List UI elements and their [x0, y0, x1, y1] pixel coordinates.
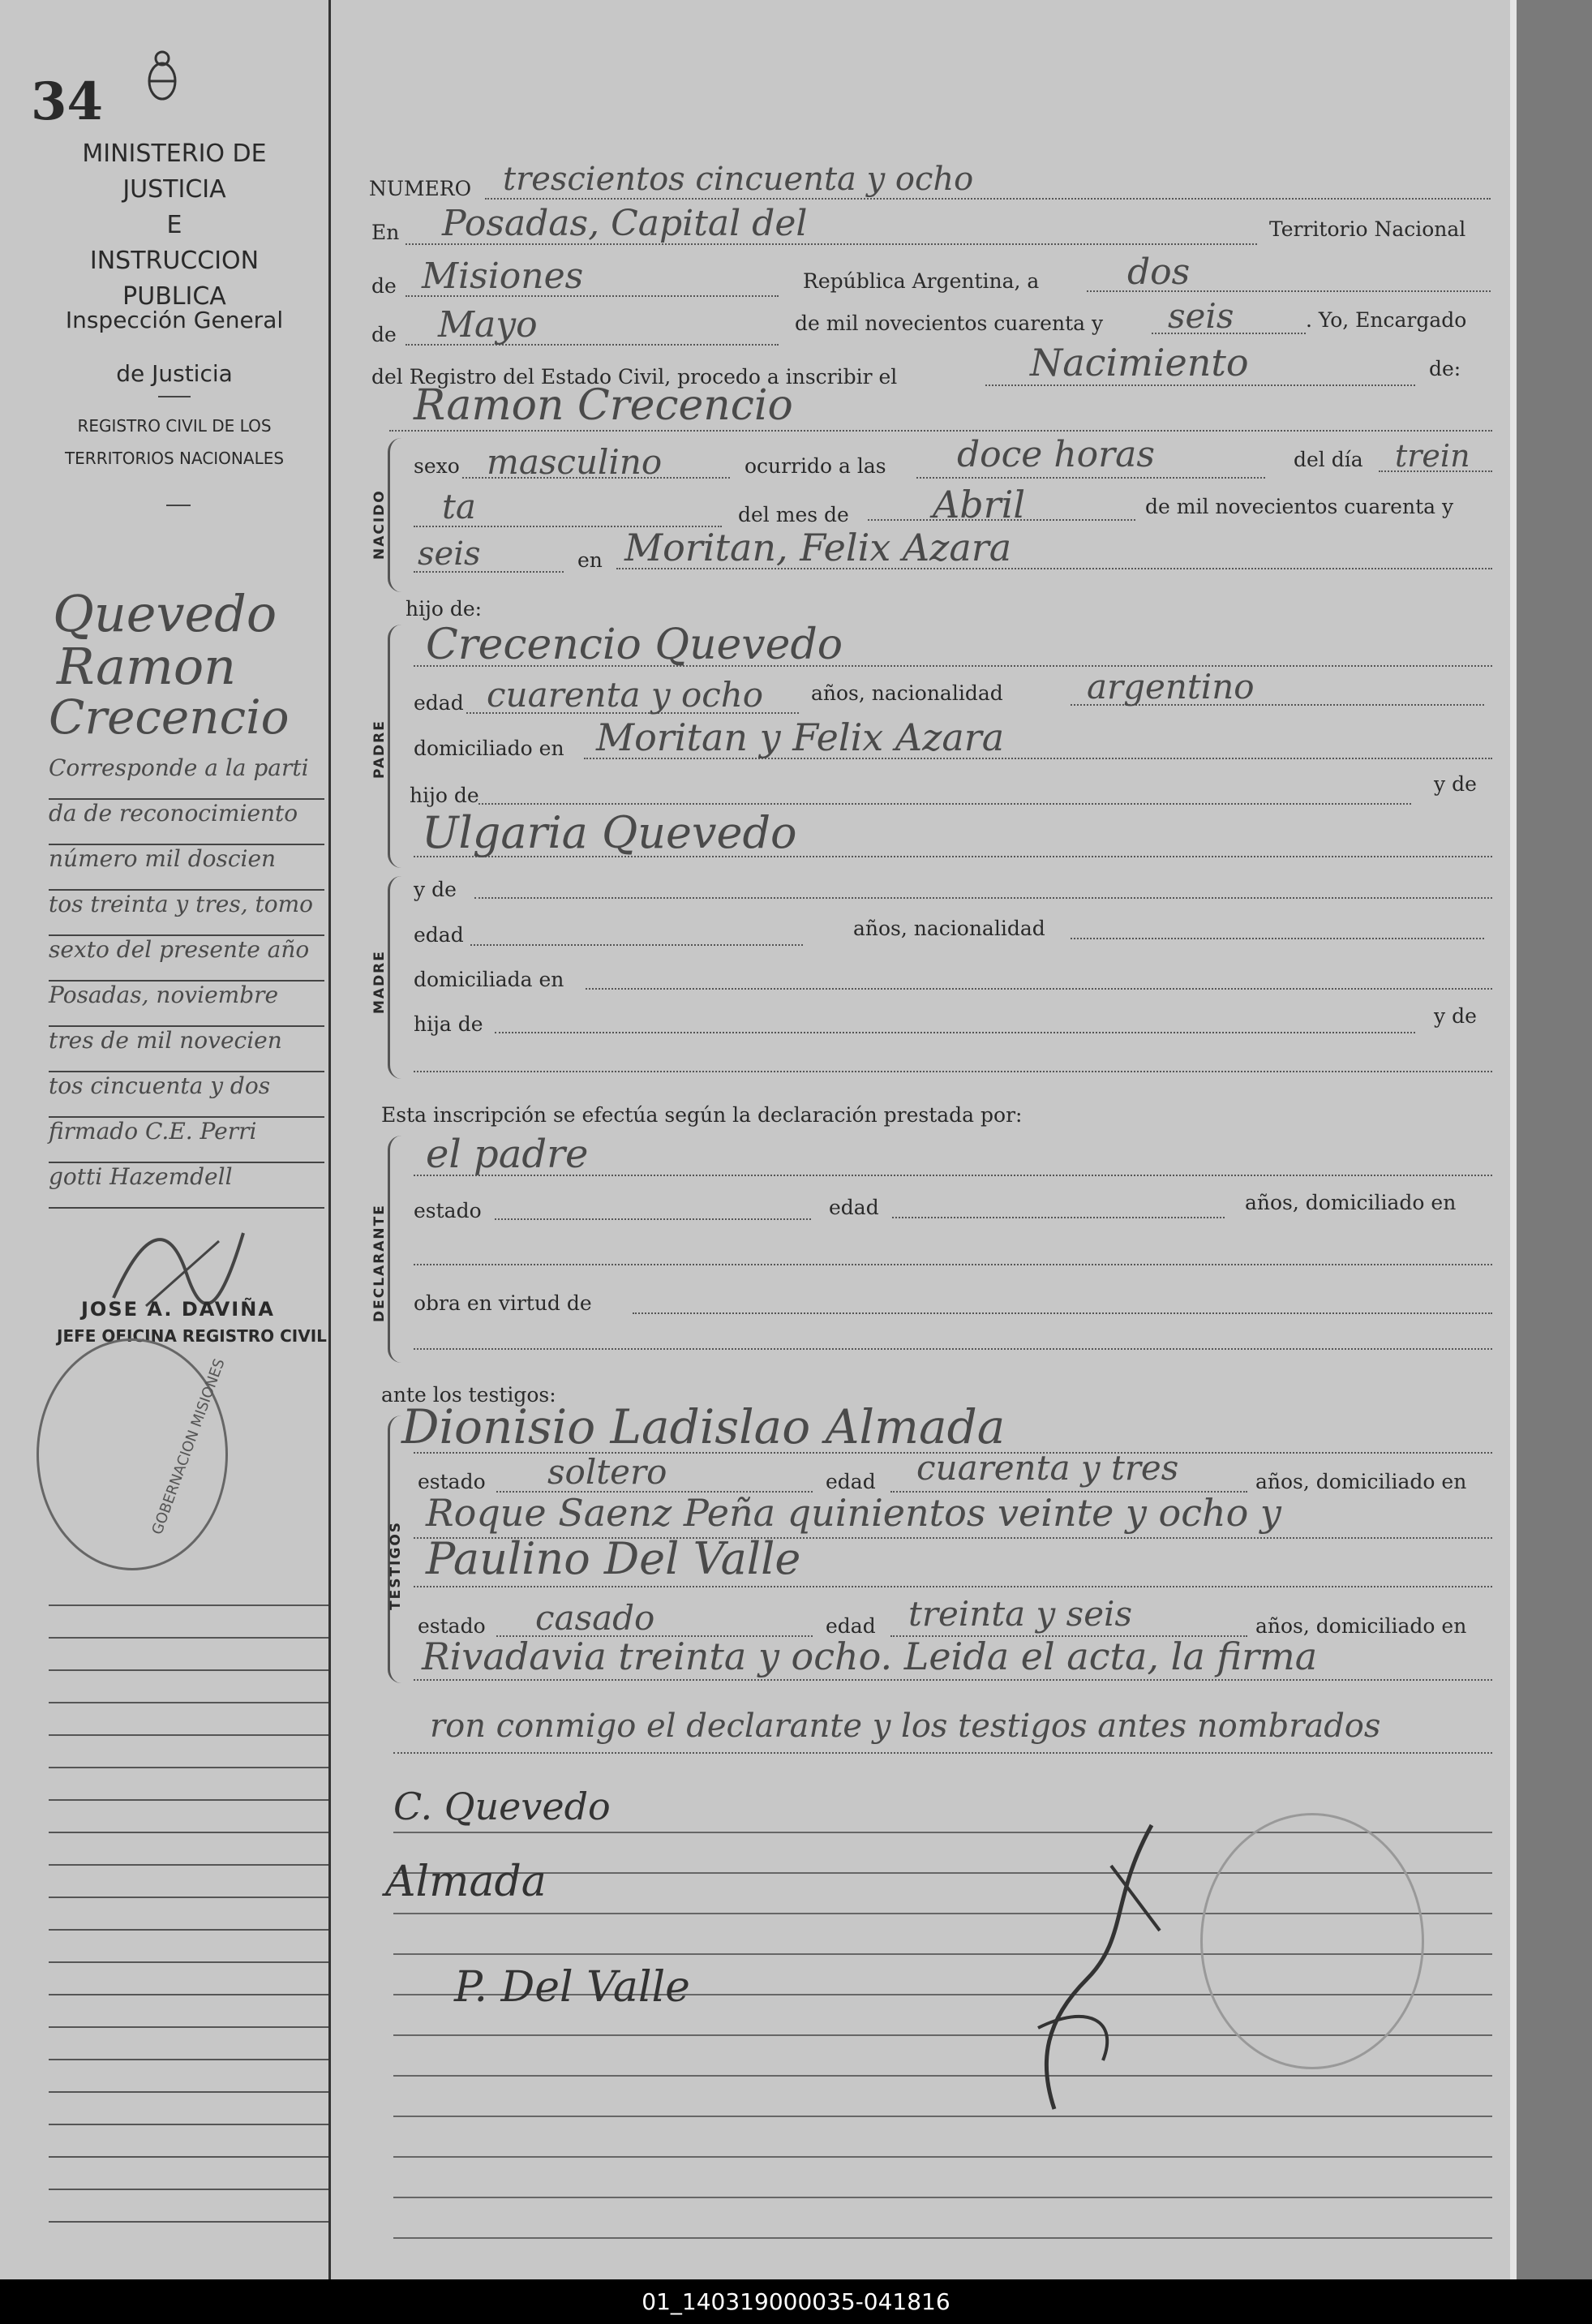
testigo-2-edad: treinta y seis [908, 1594, 1133, 1634]
field-line [414, 1679, 1492, 1681]
dia2-value-b: ta [442, 487, 476, 526]
de2-label: de [371, 323, 397, 346]
page-number: 34 [31, 71, 104, 132]
margin-surname: Quevedo [53, 584, 277, 643]
field-line [470, 944, 803, 946]
section-brace [388, 625, 401, 868]
margin-ruled-lines [49, 1574, 328, 2223]
sexo-value: masculino [487, 442, 663, 482]
declarante-section-label: DECLARANTE [371, 1204, 388, 1322]
hija-de-label: hija de [414, 1012, 483, 1036]
madre-section-label: MADRE [371, 950, 388, 1014]
hijo-label: hijo de: [406, 597, 483, 621]
decl-anios-label: años, domiciliado en [1245, 1191, 1457, 1214]
t2-edad-label: edad [826, 1614, 876, 1638]
margin-note-lines [49, 754, 324, 1209]
madre-y-de-label: y de [414, 878, 457, 901]
t1-edad-label: edad [826, 1470, 876, 1493]
field-line [485, 198, 1491, 200]
official-signature [989, 1817, 1184, 2129]
field-line [916, 477, 1265, 479]
registro-label: del Registro del Estado Civil, procedo a inscribir el [371, 365, 898, 389]
madre-dom-label: domiciliada en [414, 968, 564, 991]
nombre-value: Ramon Crecencio [414, 381, 793, 430]
testigo-2-nombre: Paulino Del Valle [426, 1533, 801, 1584]
anio2-value: seis [418, 535, 481, 573]
testigo-1-edad: cuarenta y tres [916, 1448, 1179, 1488]
field-line [633, 1312, 1492, 1314]
ministry-e: E [166, 211, 182, 239]
del-dia-label: del día [1294, 448, 1363, 471]
official-seal [36, 1338, 228, 1570]
decl-estado-label: estado [414, 1199, 482, 1222]
padre-nac: argentino [1087, 667, 1255, 707]
cierre-text: ron conmigo el declarante y los testigos antes nombrados [430, 1708, 1381, 1745]
page-shadow [1517, 0, 1592, 2279]
margin-name-2: Crecencio [49, 689, 290, 745]
seal-text: GOBERNACION MISIONES [148, 1356, 229, 1537]
de3-label: de: [1429, 357, 1461, 380]
field-line [414, 1264, 1492, 1265]
del-mes-label: del mes de [738, 503, 849, 526]
testigo-1-estado: soltero [547, 1452, 667, 1492]
t2-estado-label: estado [418, 1614, 486, 1638]
madre-y-de2-label: y de [1434, 1004, 1477, 1028]
tipo-value: Nacimiento [1030, 341, 1249, 384]
domiciliado-label: domiciliado en [414, 737, 564, 760]
margin-note-line: tres de mil novecien [49, 1027, 324, 1072]
yo-label: . Yo, Encargado [1306, 308, 1467, 332]
en-label: En [371, 221, 400, 244]
madre-anios-label: años, nacionalidad [853, 917, 1045, 940]
en-value: Posadas, Capital del [442, 203, 808, 244]
coat-of-arms-icon [146, 49, 178, 105]
padre-section-label: PADRE [371, 720, 388, 779]
declarante-value: el padre [426, 1132, 589, 1177]
margin-divider [328, 0, 331, 2279]
signature-testigo-2: P. Del Valle [454, 1963, 690, 2012]
obra-label: obra en virtud de [414, 1291, 592, 1315]
margin-note-line: da de reconocimiento [49, 800, 324, 845]
numero-label: NUMERO [369, 177, 472, 200]
padre-dom: Moritan y Felix Azara [596, 715, 1005, 759]
testigo-1-dom: Roque Saenz Peña quinientos veinte y ocho y [426, 1491, 1281, 1535]
republica-label: República Argentina, a [803, 269, 1040, 293]
t1-anios-label: años, domiciliado en [1255, 1470, 1467, 1493]
field-line [414, 1586, 1492, 1587]
padre-edad: cuarenta y ocho [487, 675, 764, 715]
madre-edad-label: edad [414, 923, 464, 947]
nacido-section-label: NACIDO [371, 489, 388, 560]
sexo-label: sexo [414, 454, 460, 478]
padre-madre: Ulgaria Quevedo [422, 807, 797, 858]
page-edge [1510, 0, 1517, 2279]
margin-note-line: firmado C.E. Perri [49, 1118, 324, 1163]
margin-note-line: gotti Hazemdell [49, 1163, 324, 1209]
mes2-value: Abril [933, 483, 1026, 526]
dia-value: dos [1127, 251, 1191, 293]
de-value: Misiones [422, 256, 584, 297]
field-line [495, 1218, 811, 1220]
de-label: de [371, 274, 397, 298]
testigos-section-label: TESTIGOS [388, 1520, 404, 1610]
testigo-1-nombre: Dionisio Ladislao Almada [401, 1399, 1006, 1454]
en2-label: en [577, 548, 603, 572]
declaracion-label: Esta inscripción se efectúa según la declaración prestada por: [381, 1103, 1023, 1127]
registry-seal [1200, 1813, 1424, 2069]
section-brace [388, 1136, 401, 1363]
t2-anios-label: años, domiciliado en [1255, 1614, 1467, 1638]
decl-edad-label: edad [829, 1196, 879, 1219]
field-line [478, 803, 1411, 805]
registry-label: REGISTRO CIVIL DE LOS [77, 416, 272, 436]
ministry-name: MINISTERIO DE JUSTICIA [82, 140, 267, 204]
official-name: JOSE A. DAVIÑA [81, 1298, 275, 1321]
margin-note-line: sexto del presente año [49, 936, 324, 982]
margin-name: Ramon [57, 637, 237, 696]
testigo-2-dom: Rivadavia treinta y ocho. Leida el acta, la firma [422, 1635, 1318, 1678]
field-line [495, 1032, 1415, 1033]
mil-label: de mil novecientos cuarenta y [795, 311, 1104, 335]
section-brace [388, 876, 401, 1079]
hijo-de-label: hijo de [410, 784, 479, 807]
testigos-label: ante los testigos: [381, 1383, 556, 1407]
field-line [389, 430, 1492, 432]
field-line [474, 897, 1492, 899]
registry-label-2: TERRITORIOS NACIONALES [64, 449, 285, 468]
field-line [1071, 938, 1484, 939]
margin-note-line: tos treinta y tres, tomo [49, 891, 324, 936]
field-line [414, 1348, 1492, 1350]
section-brace [388, 438, 401, 592]
hora-value: doce horas [957, 434, 1155, 475]
field-line [892, 1217, 1225, 1218]
margin-note-line: Corresponde a la parti [49, 754, 324, 800]
margin-note-line: número mil doscien [49, 845, 324, 891]
field-line [985, 384, 1415, 386]
padre-nombre: Crecencio Quevedo [426, 621, 843, 669]
y-de-label: y de [1434, 772, 1477, 796]
mes-value: Mayo [438, 304, 538, 346]
ministry-name-2: INSTRUCCION PUBLICA [89, 247, 260, 311]
inspection-label: Inspección General [65, 307, 284, 333]
official-title: JEFE OFICINA REGISTRO CIVIL [57, 1326, 327, 1346]
numero-value: trescientos cincuenta y ocho [503, 161, 974, 198]
lugar-value: Moritan, Felix Azara [624, 526, 1012, 569]
mil2-label: de mil novecientos cuarenta y [1145, 495, 1454, 518]
t1-estado-label: estado [418, 1470, 486, 1493]
margin-note-line: Posadas, noviembre [49, 982, 324, 1027]
anios-nac-label: años, nacionalidad [811, 681, 1003, 705]
field-line [586, 988, 1492, 990]
margin-note-line: tos cincuenta y dos [49, 1072, 324, 1118]
divider [158, 396, 191, 397]
signature-testigo-1: Almada [385, 1858, 547, 1906]
ocurrido-label: ocurrido a las [745, 454, 886, 478]
anio-value: seis [1168, 296, 1234, 336]
territorio-label: Territorio Nacional [1269, 217, 1466, 241]
field-line [393, 1752, 1492, 1754]
dia2-value-a: trein [1395, 438, 1470, 474]
inspection-label-2: de Justicia [116, 360, 233, 387]
signature-declarante: C. Quevedo [393, 1785, 611, 1828]
field-line [414, 1071, 1492, 1072]
edad-label: edad [414, 691, 464, 715]
divider [166, 505, 191, 506]
image-id-footer: 01_140319000035-041816 [0, 2279, 1592, 2324]
testigo-2-estado: casado [535, 1598, 655, 1638]
